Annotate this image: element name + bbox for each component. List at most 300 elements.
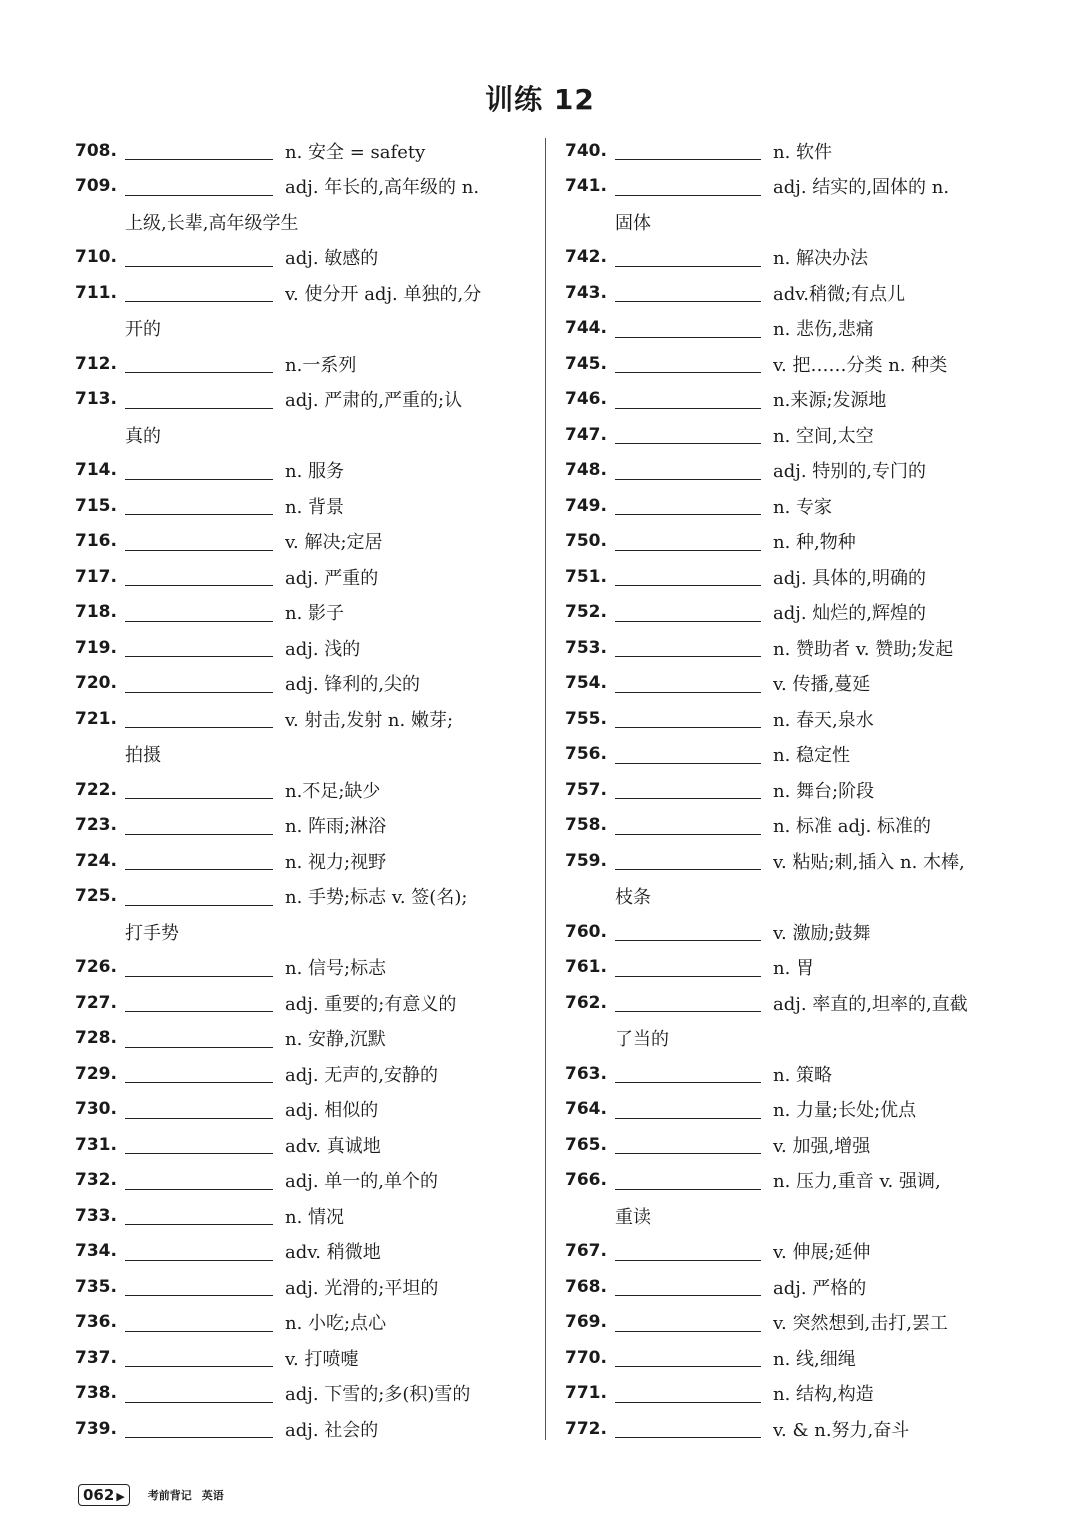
entry-number: 768. xyxy=(565,1276,607,1297)
entry-row xyxy=(565,169,1010,205)
vocab-entry xyxy=(75,453,530,489)
answer-blank[interactable] xyxy=(615,496,761,515)
answer-blank[interactable] xyxy=(615,674,761,693)
entry-definition: n. 压力,重音 v. 强调, xyxy=(773,1171,941,1193)
entry-definition: n. 安静,沉默 xyxy=(285,1029,386,1051)
entry-row xyxy=(565,843,1010,879)
vocab-entry xyxy=(75,1376,530,1412)
entry-row xyxy=(75,1056,530,1092)
right-column xyxy=(565,133,1010,1447)
entry-row xyxy=(565,417,1010,453)
entry-definition: adj. 相似的 xyxy=(285,1100,379,1122)
entry-number: 762. xyxy=(565,992,607,1013)
entry-row xyxy=(565,1305,1010,1341)
vocab-entry xyxy=(75,1056,530,1092)
entry-row xyxy=(565,311,1010,347)
entry-definition: v. 突然想到,击打,罢工 xyxy=(773,1313,948,1335)
entry-definition: n. 手势;标志 v. 签(名); xyxy=(285,887,468,909)
entry-definition: adj. 率直的,坦率的,直截 xyxy=(773,993,968,1015)
vocab-entry xyxy=(565,701,1010,737)
answer-blank[interactable] xyxy=(125,1419,273,1438)
entry-row xyxy=(75,1092,530,1128)
entry-number: 741. xyxy=(565,176,607,197)
entry-definition: v. 粘贴;刺,插入 n. 木棒, xyxy=(773,851,965,873)
vocab-entry xyxy=(565,1376,1010,1412)
entry-row xyxy=(565,595,1010,631)
answer-blank[interactable] xyxy=(615,567,761,586)
entry-number: 769. xyxy=(565,1312,607,1333)
entry-row xyxy=(565,1056,1010,1092)
answer-blank[interactable] xyxy=(615,177,761,196)
vocab-entry xyxy=(75,1234,530,1270)
vocab-entry xyxy=(565,843,1010,914)
entry-number: 753. xyxy=(565,637,607,658)
entry-definition: n. 线,细绳 xyxy=(773,1348,856,1370)
entry-definition: adj. 灿烂的,辉煌的 xyxy=(773,603,926,625)
entry-definition: adj. 敏感的 xyxy=(285,248,379,270)
entry-number: 771. xyxy=(565,1383,607,1404)
answer-blank[interactable] xyxy=(125,638,273,657)
answer-blank[interactable] xyxy=(615,851,761,870)
entry-number: 717. xyxy=(75,566,117,587)
answer-blank[interactable] xyxy=(125,1100,273,1119)
answer-blank[interactable] xyxy=(125,1171,273,1190)
vocab-entry xyxy=(565,346,1010,382)
vocab-entry xyxy=(565,1056,1010,1092)
answer-blank[interactable] xyxy=(125,141,273,160)
answer-blank[interactable] xyxy=(615,958,761,977)
entry-definition-continued: 固体 xyxy=(615,212,651,234)
entry-definition: v. & n.努力,奋斗 xyxy=(773,1419,910,1441)
vocab-entry xyxy=(565,985,1010,1056)
answer-blank[interactable] xyxy=(615,248,761,267)
book-title: 考前背记 xyxy=(147,1489,192,1502)
entry-number: 755. xyxy=(565,708,607,729)
vocab-entry xyxy=(565,914,1010,950)
answer-blank[interactable] xyxy=(125,780,273,799)
entry-row xyxy=(565,808,1010,844)
vocab-entry xyxy=(565,1163,1010,1234)
entry-definition-continued: 上级,长辈,高年级学生 xyxy=(125,212,299,234)
entry-number: 729. xyxy=(75,1063,117,1084)
entry-row xyxy=(75,382,530,418)
entry-definition: n. 信号;标志 xyxy=(285,958,387,980)
vocab-entry xyxy=(75,169,530,240)
entry-row xyxy=(565,1340,1010,1376)
entry-definition: adj. 无声的,安静的 xyxy=(285,1064,438,1086)
entry-row xyxy=(565,1376,1010,1412)
entry-row xyxy=(565,488,1010,524)
vocab-entry xyxy=(75,346,530,382)
entry-row xyxy=(75,630,530,666)
entry-number: 730. xyxy=(75,1099,117,1120)
vocab-entry xyxy=(565,1234,1010,1270)
entry-definition: adj. 特别的,专门的 xyxy=(773,461,926,483)
entry-number: 744. xyxy=(565,318,607,339)
entry-number: 712. xyxy=(75,353,117,374)
entry-number: 760. xyxy=(565,921,607,942)
entry-number: 723. xyxy=(75,815,117,836)
answer-blank[interactable] xyxy=(615,1277,761,1296)
vocab-entry xyxy=(75,1021,530,1057)
answer-blank[interactable] xyxy=(125,1064,273,1083)
entry-row xyxy=(565,346,1010,382)
entry-row xyxy=(75,1163,530,1199)
entry-definition: adj. 浅的 xyxy=(285,638,361,660)
left-column xyxy=(75,133,530,1447)
entry-number: 754. xyxy=(565,673,607,694)
entry-definition: adj. 单一的,单个的 xyxy=(285,1171,438,1193)
entry-definition: adv. 稍微地 xyxy=(285,1242,381,1264)
entry-number: 748. xyxy=(565,460,607,481)
entry-row xyxy=(75,240,530,276)
entry-number: 772. xyxy=(565,1418,607,1439)
answer-blank[interactable] xyxy=(615,745,761,764)
entry-definition: adj. 严格的 xyxy=(773,1277,867,1299)
answer-blank[interactable] xyxy=(125,851,273,870)
answer-blank[interactable] xyxy=(615,816,761,835)
entry-row xyxy=(565,275,1010,311)
answer-blank[interactable] xyxy=(615,461,761,480)
answer-blank[interactable] xyxy=(615,1242,761,1261)
entry-number: 759. xyxy=(565,850,607,871)
entry-number: 764. xyxy=(565,1099,607,1120)
entry-row xyxy=(75,1340,530,1376)
answer-blank[interactable] xyxy=(615,390,761,409)
entry-number: 750. xyxy=(565,531,607,552)
entry-number: 770. xyxy=(565,1347,607,1368)
entry-row xyxy=(565,666,1010,702)
answer-blank[interactable] xyxy=(615,283,761,302)
answer-blank[interactable] xyxy=(125,1313,273,1332)
vocab-entry xyxy=(565,240,1010,276)
page-footer xyxy=(78,1484,224,1506)
entry-definition: adj. 锋利的,尖的 xyxy=(285,674,420,696)
entry-definition: n. 策略 xyxy=(773,1064,833,1086)
answer-blank[interactable] xyxy=(615,1419,761,1438)
entry-definition: n. 标准 adj. 标准的 xyxy=(773,816,932,838)
vocab-entry xyxy=(565,1127,1010,1163)
entry-definition: adv.稍微;有点儿 xyxy=(773,283,906,305)
vocab-entry xyxy=(75,382,530,453)
entry-number: 734. xyxy=(75,1241,117,1262)
answer-blank[interactable] xyxy=(125,1029,273,1048)
vocab-entry xyxy=(75,1269,530,1305)
answer-blank[interactable] xyxy=(125,709,273,728)
entry-definition: v. 打喷嚏 xyxy=(285,1348,359,1370)
answer-blank[interactable] xyxy=(615,1171,761,1190)
entry-definition: n. 专家 xyxy=(773,496,833,518)
entry-number: 708. xyxy=(75,140,117,161)
entry-definition: n. 胃 xyxy=(773,958,815,980)
entry-definition: n. 悲伤,悲痛 xyxy=(773,319,874,341)
entry-number: 710. xyxy=(75,247,117,268)
entry-definition: n. 种,物种 xyxy=(773,532,856,554)
entry-row xyxy=(75,559,530,595)
vocab-entry xyxy=(565,169,1010,240)
entry-definition: n. 舞台;阶段 xyxy=(773,780,875,802)
answer-blank[interactable] xyxy=(125,177,273,196)
entry-definition: adv. 真诚地 xyxy=(285,1135,381,1157)
vocab-entry xyxy=(75,1127,530,1163)
entry-row xyxy=(565,524,1010,560)
answer-blank[interactable] xyxy=(615,1348,761,1367)
vocab-entry xyxy=(75,524,530,560)
entry-row xyxy=(75,595,530,631)
entry-definition-continued: 了当的 xyxy=(615,1029,669,1051)
entry-definition: n. 稳定性 xyxy=(773,745,851,767)
answer-blank[interactable] xyxy=(615,319,761,338)
entry-number: 728. xyxy=(75,1028,117,1049)
entry-number: 757. xyxy=(565,779,607,800)
entry-row xyxy=(75,1021,530,1057)
answer-blank[interactable] xyxy=(615,993,761,1012)
answer-blank[interactable] xyxy=(125,248,273,267)
entry-row xyxy=(565,240,1010,276)
entry-row xyxy=(565,382,1010,418)
entry-number: 736. xyxy=(75,1312,117,1333)
vocab-entry xyxy=(75,701,530,772)
entry-definition: n.来源;发源地 xyxy=(773,390,887,412)
entry-row xyxy=(75,808,530,844)
vocab-entry xyxy=(75,1340,530,1376)
entry-definition: n. 背景 xyxy=(285,496,345,518)
entry-number: 752. xyxy=(565,602,607,623)
vocab-entry xyxy=(75,666,530,702)
entry-row xyxy=(75,666,530,702)
answer-blank[interactable] xyxy=(125,887,273,906)
entry-row xyxy=(565,559,1010,595)
vocab-entry xyxy=(565,1340,1010,1376)
entry-number: 743. xyxy=(565,282,607,303)
entry-row xyxy=(565,1234,1010,1270)
entry-row xyxy=(565,772,1010,808)
answer-blank[interactable] xyxy=(125,1384,273,1403)
entry-definition: n. 安全 = safety xyxy=(285,141,426,163)
entry-row xyxy=(75,843,530,879)
entry-row xyxy=(75,169,530,205)
entry-definition: n. 情况 xyxy=(285,1206,345,1228)
vocab-entry xyxy=(565,524,1010,560)
vocab-entry xyxy=(565,1411,1010,1447)
entry-number: 713. xyxy=(75,389,117,410)
entry-number: 726. xyxy=(75,957,117,978)
entry-row xyxy=(75,275,530,311)
entry-number: 709. xyxy=(75,176,117,197)
answer-blank[interactable] xyxy=(615,141,761,160)
vocab-entry xyxy=(75,1198,530,1234)
vocab-entry xyxy=(565,488,1010,524)
entry-row xyxy=(75,950,530,986)
vocab-entry xyxy=(75,985,530,1021)
answer-blank[interactable] xyxy=(615,425,761,444)
entry-definition: n. 小吃;点心 xyxy=(285,1313,387,1335)
answer-blank[interactable] xyxy=(125,390,273,409)
answer-blank[interactable] xyxy=(125,674,273,693)
answer-blank[interactable] xyxy=(615,603,761,622)
vocab-entry xyxy=(565,453,1010,489)
vocab-entry xyxy=(565,1092,1010,1128)
entry-definition: v. 传播,蔓延 xyxy=(773,674,871,696)
answer-blank[interactable] xyxy=(615,780,761,799)
entry-number: 751. xyxy=(565,566,607,587)
entry-number: 739. xyxy=(75,1418,117,1439)
vocab-entry xyxy=(75,240,530,276)
answer-blank[interactable] xyxy=(125,532,273,551)
entry-definition-continued: 拍摄 xyxy=(125,745,161,767)
vocab-entry xyxy=(75,275,530,346)
answer-blank[interactable] xyxy=(125,354,273,373)
answer-blank[interactable] xyxy=(125,1277,273,1296)
vocab-entry xyxy=(565,417,1010,453)
entry-number: 765. xyxy=(565,1134,607,1155)
entry-definition: v. 射击,发射 n. 嫩芽; xyxy=(285,709,454,731)
column-divider xyxy=(545,138,546,1440)
vocab-entry xyxy=(565,382,1010,418)
vocab-entry xyxy=(75,630,530,666)
entry-row xyxy=(565,1163,1010,1199)
entry-row xyxy=(565,737,1010,773)
page-title: 训练 12 xyxy=(485,83,595,116)
entry-definition: n. 软件 xyxy=(773,141,833,163)
entry-number: 749. xyxy=(565,495,607,516)
entry-definition: adj. 重要的;有意义的 xyxy=(285,993,457,1015)
answer-blank[interactable] xyxy=(125,816,273,835)
answer-blank[interactable] xyxy=(615,709,761,728)
entry-number: 720. xyxy=(75,673,117,694)
entry-number: 732. xyxy=(75,1170,117,1191)
entry-definition: n. 结构,构造 xyxy=(773,1384,874,1406)
entry-row xyxy=(565,914,1010,950)
entry-number: 738. xyxy=(75,1383,117,1404)
entry-row xyxy=(75,1234,530,1270)
answer-blank[interactable] xyxy=(125,958,273,977)
entry-row xyxy=(75,453,530,489)
vocab-entry xyxy=(565,133,1010,169)
entry-number: 747. xyxy=(565,424,607,445)
entry-definition: n. 服务 xyxy=(285,461,345,483)
entry-row xyxy=(565,630,1010,666)
entry-number: 735. xyxy=(75,1276,117,1297)
entry-definition: v. 加强,增强 xyxy=(773,1135,871,1157)
vocab-entry xyxy=(75,808,530,844)
answer-blank[interactable] xyxy=(615,1064,761,1083)
entry-row xyxy=(565,950,1010,986)
answer-blank[interactable] xyxy=(615,532,761,551)
entry-definition: v. 激励;鼓舞 xyxy=(773,922,871,944)
entry-definition: adj. 下雪的;多(积)雪的 xyxy=(285,1384,471,1406)
entry-definition: v. 把……分类 n. 种类 xyxy=(773,354,948,376)
entry-definition: n. 影子 xyxy=(285,603,345,625)
answer-blank[interactable] xyxy=(125,1135,273,1154)
answer-blank[interactable] xyxy=(615,1100,761,1119)
entry-definition: adj. 社会的 xyxy=(285,1419,379,1441)
entry-row xyxy=(75,133,530,169)
answer-blank[interactable] xyxy=(125,283,273,302)
answer-blank[interactable] xyxy=(125,603,273,622)
answer-blank[interactable] xyxy=(125,567,273,586)
entry-row xyxy=(75,1305,530,1341)
answer-blank[interactable] xyxy=(615,1384,761,1403)
entry-number: 758. xyxy=(565,815,607,836)
entry-row xyxy=(565,1411,1010,1447)
entry-number: 766. xyxy=(565,1170,607,1191)
entry-number: 745. xyxy=(565,353,607,374)
vocab-entry xyxy=(75,1163,530,1199)
page-number-badge xyxy=(78,1484,130,1506)
entry-number: 733. xyxy=(75,1205,117,1226)
entry-number: 715. xyxy=(75,495,117,516)
entry-definition: adj. 年长的,高年级的 n. xyxy=(285,177,480,199)
entry-definition: n. 视力;视野 xyxy=(285,851,387,873)
answer-blank[interactable] xyxy=(615,354,761,373)
entry-definition-continued: 打手势 xyxy=(125,922,179,944)
vocab-entry xyxy=(75,950,530,986)
entry-definition: adj. 严重的 xyxy=(285,567,379,589)
entry-definition: n.一系列 xyxy=(285,354,357,376)
entry-row xyxy=(75,1411,530,1447)
subject-label: 英语 xyxy=(201,1489,224,1502)
entry-number: 767. xyxy=(565,1241,607,1262)
entry-number: 763. xyxy=(565,1063,607,1084)
entry-row xyxy=(565,1127,1010,1163)
vocab-entry xyxy=(75,843,530,879)
entry-row xyxy=(565,985,1010,1021)
vocab-entry xyxy=(75,772,530,808)
entry-number: 721. xyxy=(75,708,117,729)
answer-blank[interactable] xyxy=(125,1242,273,1261)
entry-number: 719. xyxy=(75,637,117,658)
entry-number: 746. xyxy=(565,389,607,410)
play-arrow-icon: ▶ xyxy=(116,1490,125,1503)
answer-blank[interactable] xyxy=(125,1206,273,1225)
entry-definition-continued: 真的 xyxy=(125,425,161,447)
answer-blank[interactable] xyxy=(615,922,761,941)
entry-row xyxy=(565,453,1010,489)
answer-blank[interactable] xyxy=(125,1348,273,1367)
answer-blank[interactable] xyxy=(125,461,273,480)
entry-definition: n. 空间,太空 xyxy=(773,425,874,447)
entry-number: 722. xyxy=(75,779,117,800)
entry-row xyxy=(75,1127,530,1163)
entry-row xyxy=(75,985,530,1021)
entry-number: 731. xyxy=(75,1134,117,1155)
vocab-entry xyxy=(75,1092,530,1128)
entry-number: 740. xyxy=(565,140,607,161)
answer-blank[interactable] xyxy=(615,1135,761,1154)
entry-row xyxy=(565,1269,1010,1305)
vocab-entry xyxy=(565,559,1010,595)
answer-blank[interactable] xyxy=(615,638,761,657)
vocab-entry xyxy=(565,737,1010,773)
entry-definition-continued: 枝条 xyxy=(615,887,651,909)
vocab-entry xyxy=(565,311,1010,347)
answer-blank[interactable] xyxy=(125,993,273,1012)
entry-definition: v. 解决;定居 xyxy=(285,532,383,554)
answer-blank[interactable] xyxy=(615,1313,761,1332)
entry-row xyxy=(75,346,530,382)
vocab-entry xyxy=(565,1305,1010,1341)
vocab-entry xyxy=(565,630,1010,666)
entry-definition: n. 赞助者 v. 赞助;发起 xyxy=(773,638,954,660)
entry-row xyxy=(75,524,530,560)
entry-number: 714. xyxy=(75,460,117,481)
vocab-entry xyxy=(565,595,1010,631)
entry-row xyxy=(75,488,530,524)
vocab-entry xyxy=(565,275,1010,311)
entry-definition: adj. 结实的,固体的 n. xyxy=(773,177,950,199)
answer-blank[interactable] xyxy=(125,496,273,515)
